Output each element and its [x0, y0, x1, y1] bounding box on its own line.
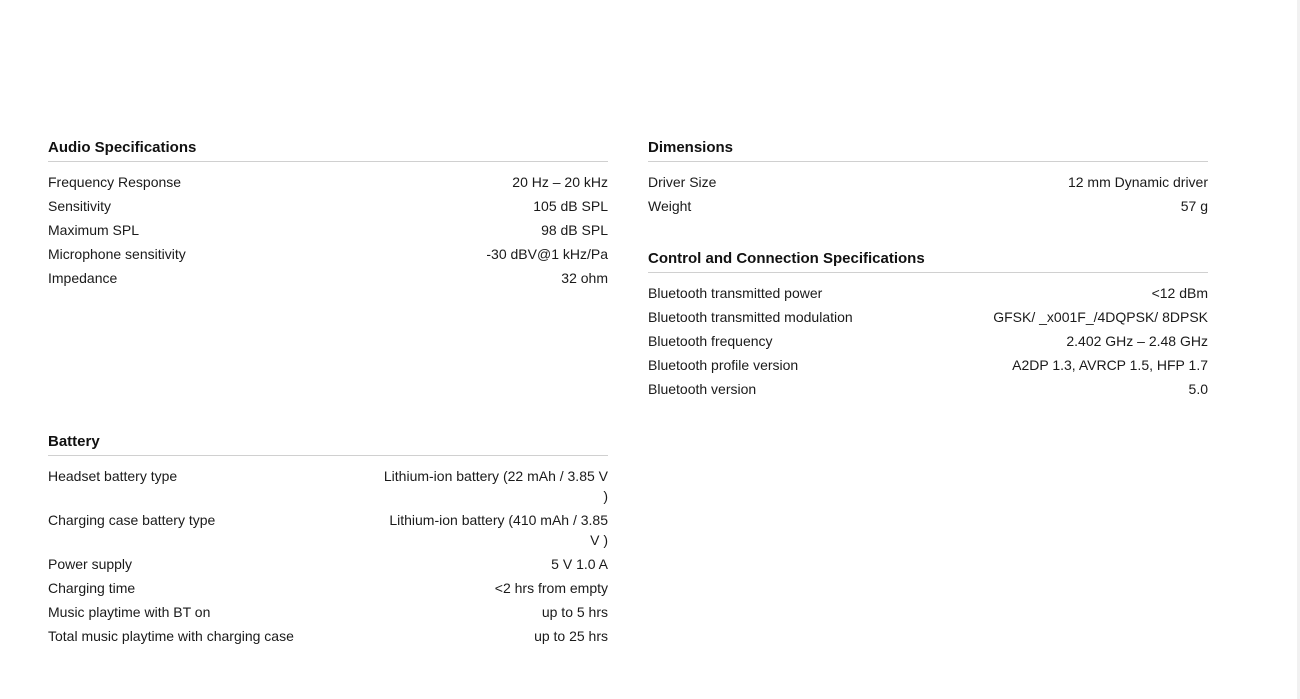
spec-label: Charging case battery type: [48, 512, 216, 528]
spec-label: Charging time: [48, 580, 136, 596]
spec-row: [48, 196, 608, 216]
spec-label: Music playtime with BT on: [48, 604, 211, 620]
spec-row: [48, 244, 608, 264]
spec-value: 5 V 1.0 A: [551, 556, 608, 572]
spec-label: Bluetooth transmitted power: [648, 285, 823, 301]
spec-value: <2 hrs from empty: [494, 580, 608, 596]
section-title: Dimensions: [648, 138, 1208, 162]
spec-row: [648, 307, 1208, 327]
spec-row: [648, 196, 1208, 216]
spec-value: up to 25 hrs: [534, 628, 608, 644]
spec-label: Frequency Response: [48, 174, 182, 190]
spec-value: -30 dBV@1 kHz/Pa: [486, 246, 608, 262]
spec-row: [48, 626, 608, 646]
spec-value: up to 5 hrs: [541, 604, 608, 620]
spec-label: Driver Size: [648, 174, 717, 190]
spec-value: 105 dB SPL: [533, 198, 608, 214]
section-title: Control and Connection Specifications: [648, 249, 1208, 273]
spec-value: 20 Hz – 20 kHz: [512, 174, 608, 190]
spec-value: 12 mm Dynamic driver: [1067, 174, 1208, 190]
spec-label: Impedance: [48, 270, 118, 286]
spec-label: Bluetooth profile version: [648, 357, 799, 373]
spec-label: Total music playtime with charging case: [48, 628, 294, 644]
spec-label: Bluetooth frequency: [648, 333, 773, 349]
spec-row: [48, 268, 608, 288]
spec-label: Microphone sensitivity: [48, 246, 186, 262]
spec-label: Power supply: [48, 556, 133, 572]
spec-value: 2.402 GHz – 2.48 GHz: [1066, 333, 1208, 349]
battery-section: [48, 432, 608, 650]
spec-value: 32 ohm: [561, 270, 608, 286]
spec-value: Lithium-ion battery (410 mAh / 3.85 V ): [389, 512, 608, 548]
section-title: Battery: [48, 432, 608, 456]
spec-row: [48, 578, 608, 598]
spec-row: [48, 554, 608, 574]
spec-label: Sensitivity: [48, 198, 112, 214]
spec-value: Lithium-ion battery (22 mAh / 3.85 V ): [383, 468, 608, 504]
spec-label: Bluetooth version: [648, 381, 757, 397]
spec-row: [48, 220, 608, 240]
section-title: Audio Specifications: [48, 138, 608, 162]
spec-row: [648, 283, 1208, 303]
spec-row: [48, 172, 608, 192]
audio-specifications-section: [48, 138, 608, 292]
spec-label: Bluetooth transmitted modulation: [648, 309, 853, 325]
spec-row: [648, 172, 1208, 192]
spec-row: [48, 466, 608, 506]
spec-label: Headset battery type: [48, 468, 178, 484]
spec-row: [648, 355, 1208, 375]
spec-value: 98 dB SPL: [541, 222, 608, 238]
spec-value: A2DP 1.3, AVRCP 1.5, HFP 1.7: [1012, 357, 1208, 373]
spec-label: Weight: [648, 198, 692, 214]
spec-row: [48, 602, 608, 622]
spec-value: <12 dBm: [1151, 285, 1208, 301]
spec-value: 57 g: [1180, 198, 1208, 214]
spec-label: Maximum SPL: [48, 222, 140, 238]
spec-value: 5.0: [1188, 381, 1208, 397]
spec-value: GFSK/ _x001F_/4DQPSK/ 8DPSK: [993, 309, 1208, 325]
control-connection-section: [648, 249, 1208, 403]
dimensions-section: [648, 138, 1208, 220]
spec-row: [648, 379, 1208, 399]
spec-row: [648, 331, 1208, 351]
spec-row: [48, 510, 608, 550]
